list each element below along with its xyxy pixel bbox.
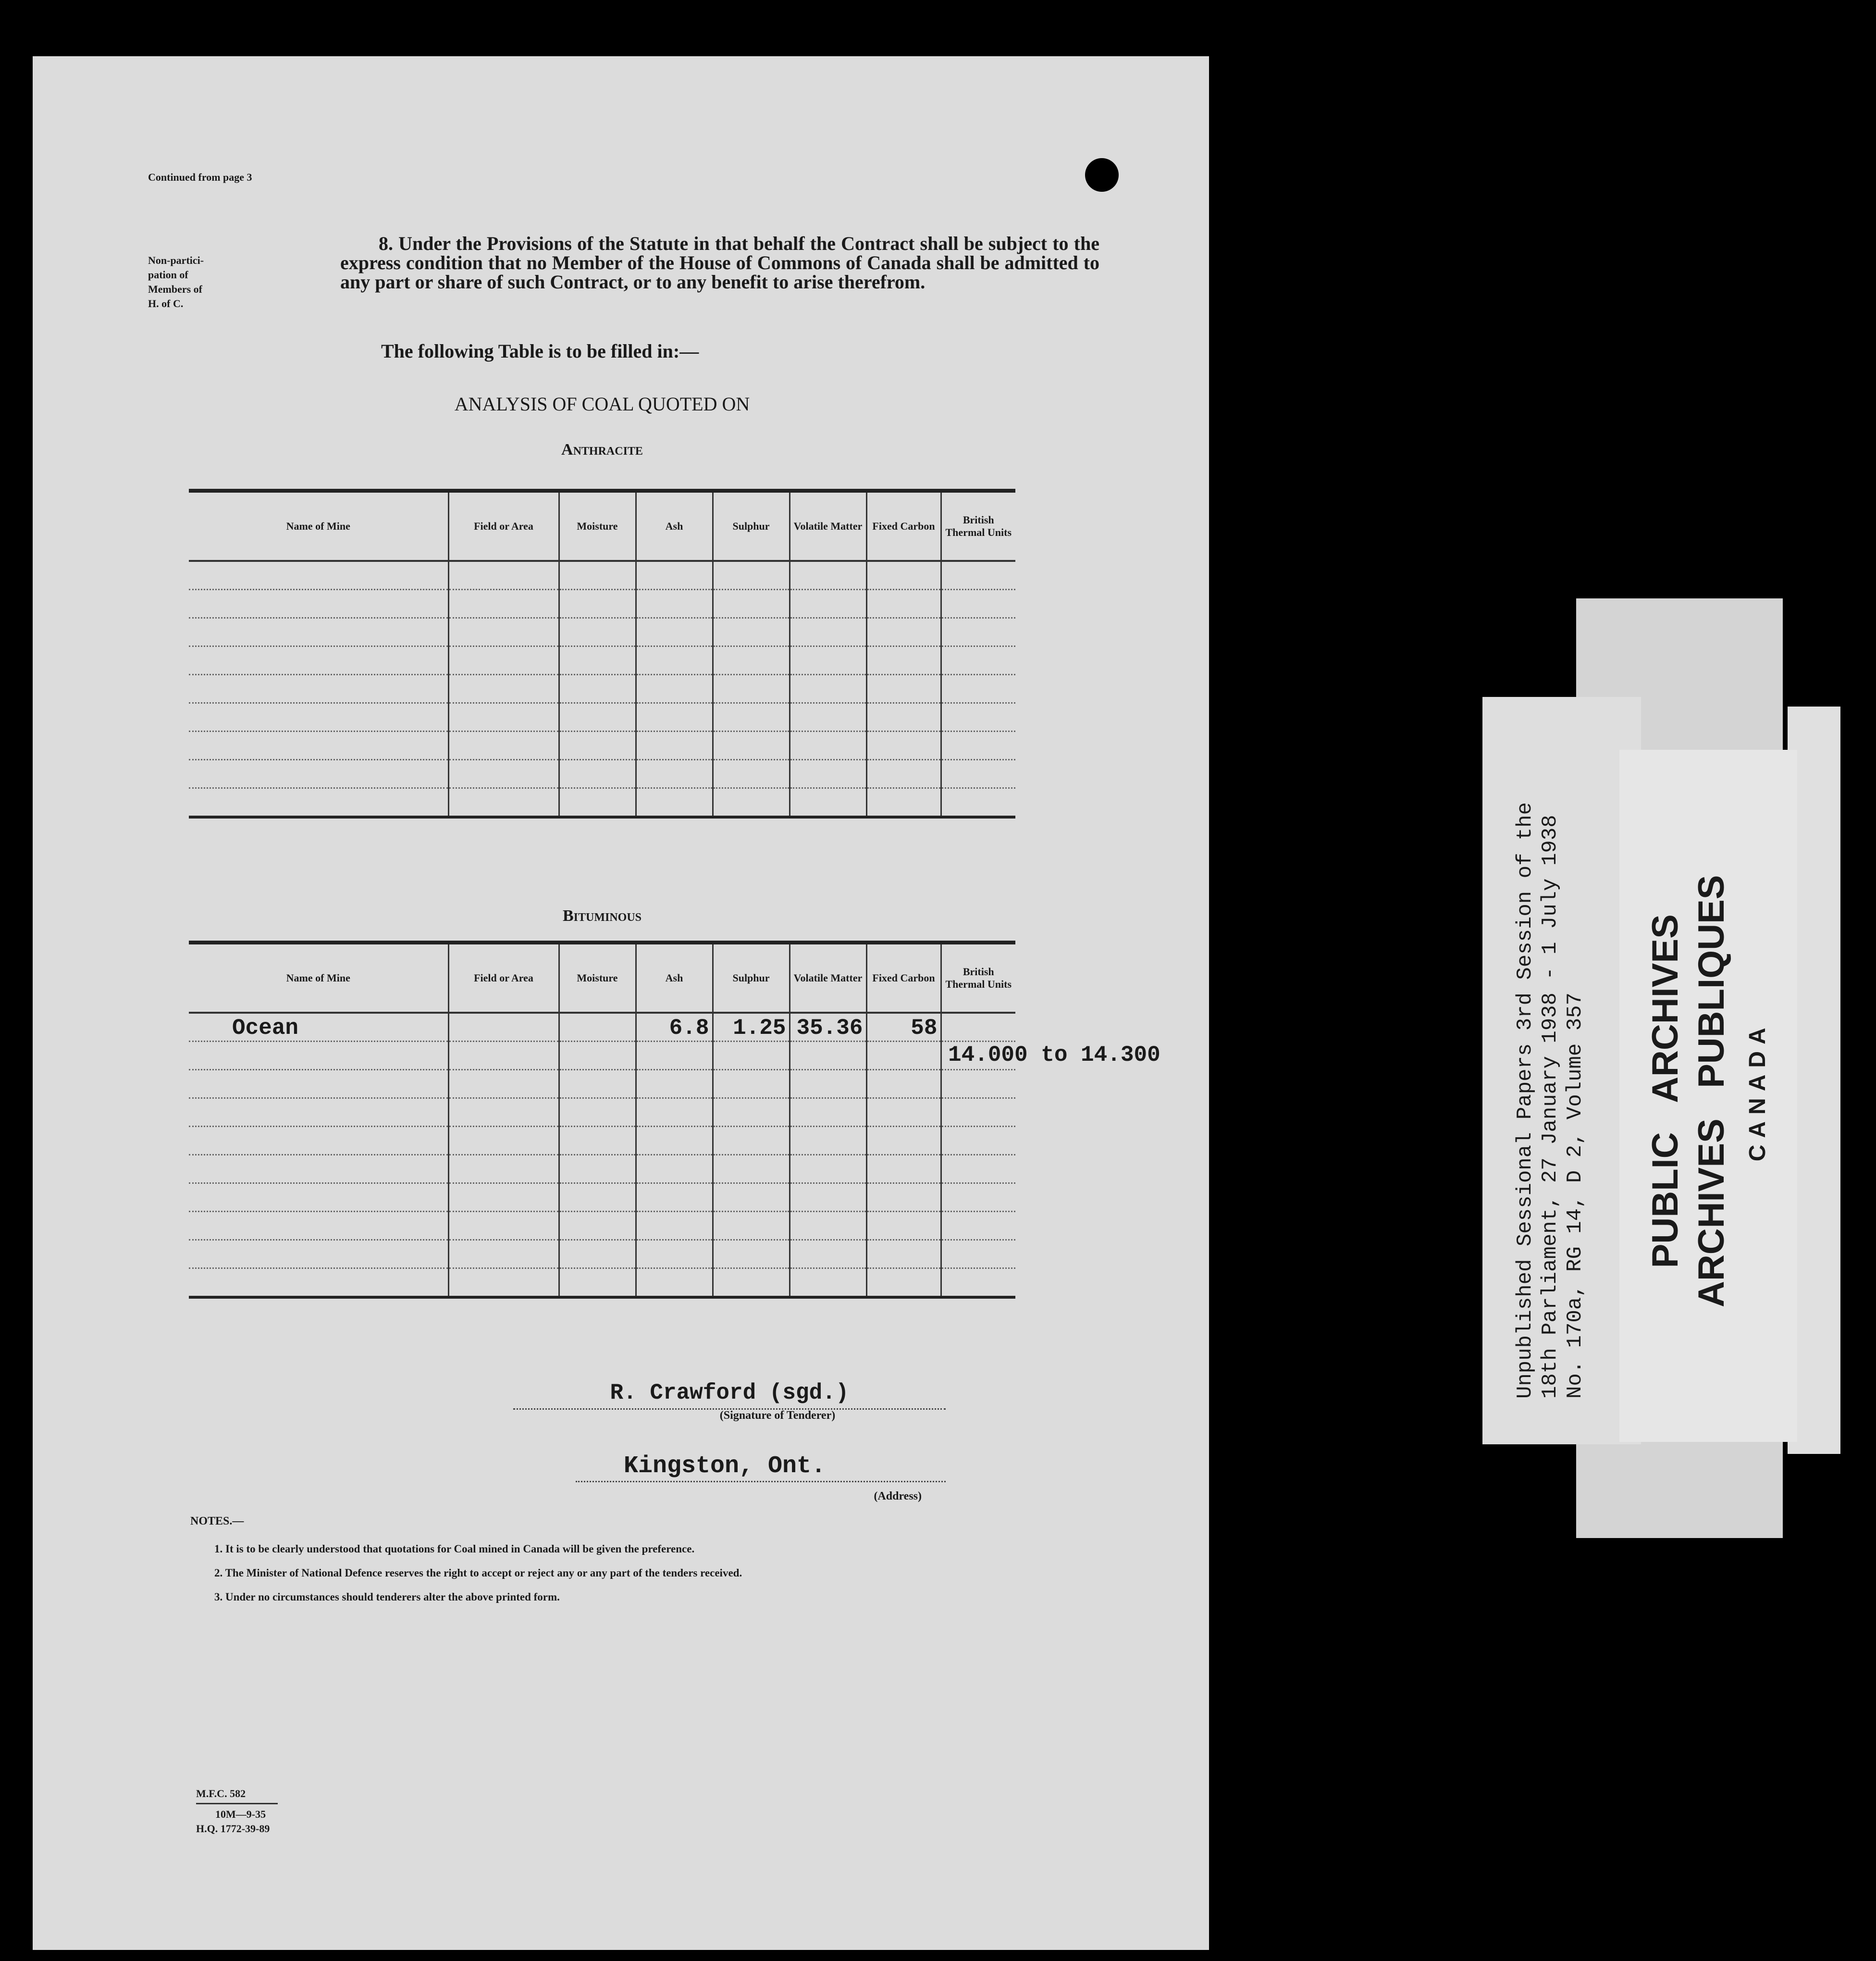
form-code: 10M—9-35: [215, 1808, 266, 1820]
stamp-line: PUBLIC ARCHIVES: [1645, 914, 1686, 1268]
margin-note-line: Members of: [148, 283, 203, 295]
col-ash: Ash: [636, 491, 713, 561]
table-row[interactable]: [189, 618, 1015, 646]
note-item: 3. Under no circumstances should tenderers alter the above printed form.: [214, 1591, 560, 1603]
form-code: M.F.C. 582: [196, 1787, 278, 1804]
btu-value: 14.000 to 14.300: [948, 1043, 1160, 1067]
table-row[interactable]: [189, 1013, 1015, 1042]
cell-sulphur[interactable]: 1.25: [713, 1013, 790, 1042]
table-instruction: The following Table is to be filled in:—: [381, 340, 699, 362]
anthracite-table: [189, 489, 1015, 819]
col-name-of-mine: Name of Mine: [286, 972, 350, 984]
table-row[interactable]: [189, 646, 1015, 675]
col-sulphur: Sulphur: [713, 943, 790, 1013]
archive-reference-line: 18th Parliament, 27 January 1938 - 1 July 1938: [1538, 815, 1562, 1399]
notes-list: [190, 1541, 940, 1605]
form-codes: [196, 1787, 278, 1836]
ink-blot: [1085, 158, 1119, 192]
col-moisture: Moisture: [559, 943, 636, 1013]
col-fixed-carbon: Fixed Carbon: [866, 491, 941, 561]
cell-name-of-mine[interactable]: Ocean: [189, 1013, 448, 1042]
notes-heading: NOTES.—: [190, 1515, 244, 1527]
archive-reference-line: No. 170a, RG 14, D 2, Volume 357: [1563, 993, 1587, 1399]
table-row[interactable]: [189, 1042, 1015, 1070]
document-page: [33, 56, 1209, 1950]
archives-stamp: [1642, 875, 1781, 1307]
margin-note-line: pation of: [148, 269, 188, 281]
clause-8: 8. Under the Provisions of the Statute in that behalf the Contract shall be subject to the express condition that no Member of the House of Commons of Canada shall be admitted to any part or share of such Contract, or to any benefit to arise therefrom.: [340, 233, 1099, 293]
signature-line[interactable]: R. Crawford (sgd.): [513, 1380, 946, 1410]
table-row[interactable]: [189, 1070, 1015, 1098]
cell-volatile-matter[interactable]: 35.36: [790, 1013, 866, 1042]
col-sulphur: Sulphur: [713, 491, 790, 561]
table-row[interactable]: [189, 1268, 1015, 1298]
table-row[interactable]: [189, 1212, 1015, 1240]
cell-ash[interactable]: 6.8: [636, 1013, 713, 1042]
table-row[interactable]: [189, 1127, 1015, 1155]
table-row[interactable]: [189, 760, 1015, 788]
table-row[interactable]: [189, 675, 1015, 703]
col-british-thermal-units: British Thermal Units: [941, 491, 1015, 561]
cell-british-thermal-units[interactable]: [941, 1013, 1015, 1042]
col-moisture: Moisture: [559, 491, 636, 561]
col-volatile-matter: Volatile Matter: [790, 943, 866, 1013]
table-row[interactable]: [189, 561, 1015, 590]
bituminous-table: [189, 941, 1015, 1299]
table-row[interactable]: [189, 1155, 1015, 1183]
archive-reference: [1513, 802, 1588, 1399]
continued-note: Continued from page 3: [148, 171, 252, 183]
margin-note: [148, 253, 244, 311]
note-item: 1. It is to be clearly understood that quotations for Coal mined in Canada will be given the preference.: [214, 1543, 695, 1555]
col-field-or-area: Field or Area: [448, 491, 559, 561]
table-row[interactable]: [189, 703, 1015, 732]
analysis-title: ANALYSIS OF COAL QUOTED ON: [454, 393, 750, 415]
form-code: H.Q. 1772-39-89: [196, 1823, 270, 1835]
table-row[interactable]: [189, 1240, 1015, 1268]
cell-field-or-area[interactable]: [448, 1013, 559, 1042]
table-row[interactable]: [189, 1098, 1015, 1127]
stamp-line: CANADA: [1745, 1021, 1770, 1162]
anthracite-rows: [189, 561, 1015, 817]
anthracite-heading: Anthracite: [561, 441, 643, 459]
address-caption: (Address): [874, 1490, 922, 1502]
table-row[interactable]: [189, 732, 1015, 760]
margin-note-line: H. of C.: [148, 298, 184, 310]
col-british-thermal-units: British Thermal Units: [941, 943, 1015, 1013]
signature-caption: (Signature of Tenderer): [719, 1409, 836, 1422]
bituminous-rows: [189, 1013, 1015, 1297]
table-row[interactable]: [189, 590, 1015, 618]
cell-fixed-carbon[interactable]: 58: [866, 1013, 941, 1042]
margin-note-line: Non-partici-: [148, 254, 204, 266]
col-field-or-area: Field or Area: [448, 943, 559, 1013]
col-volatile-matter: Volatile Matter: [790, 491, 866, 561]
bituminous-heading: Bituminous: [562, 907, 642, 925]
archive-reference-line: Unpublished Sessional Papers 3rd Session of the: [1513, 802, 1537, 1399]
cell-moisture[interactable]: [559, 1013, 636, 1042]
address-line[interactable]: Kingston, Ont.: [576, 1452, 946, 1482]
col-fixed-carbon: Fixed Carbon: [866, 943, 941, 1013]
col-ash: Ash: [636, 943, 713, 1013]
col-name-of-mine: Name of Mine: [286, 520, 350, 532]
note-item: 2. The Minister of National Defence reserves the right to accept or reject any or any part of the tenders received.: [214, 1567, 742, 1579]
table-row[interactable]: [189, 788, 1015, 818]
stamp-line: ARCHIVES PUBLIQUES: [1691, 875, 1732, 1307]
table-row[interactable]: [189, 1183, 1015, 1212]
